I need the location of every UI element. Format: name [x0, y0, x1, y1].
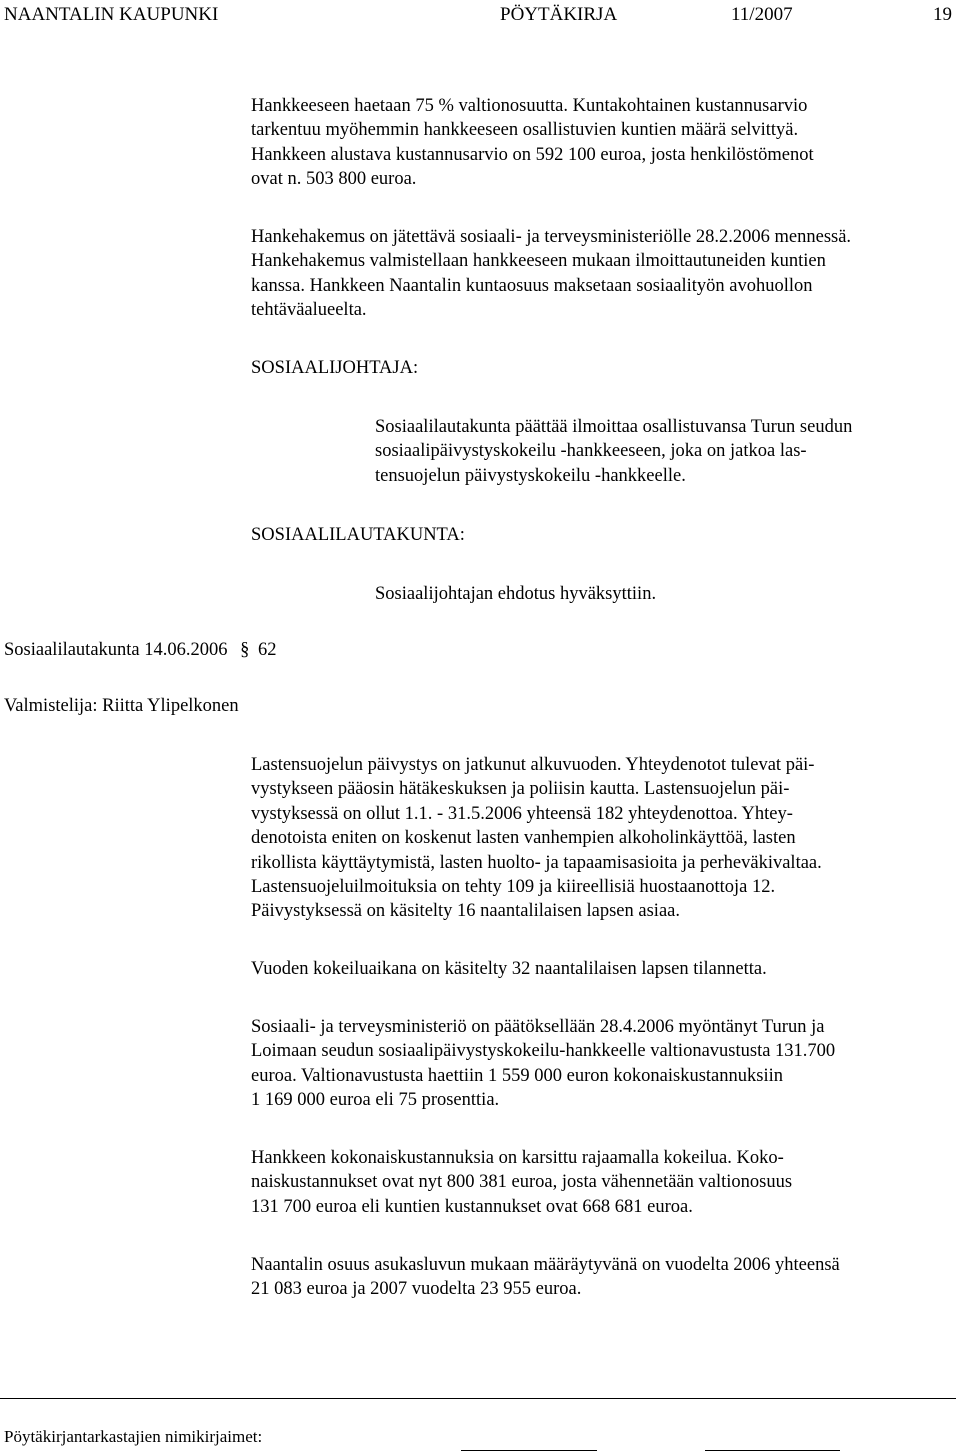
- signature-line: [461, 1450, 597, 1451]
- text-line: tensuojelun päivystyskokeilu -hankkeelle.: [375, 466, 686, 486]
- meeting-body: Sosiaalilautakunta 14.06.2006: [4, 640, 228, 660]
- text-line: Sosiaali- ja terveysministeriö on päätöksellään 28.4.2006 myöntänyt Turun ja: [251, 1017, 825, 1037]
- section-number: 62: [258, 640, 277, 660]
- document-type: PÖYTÄKIRJA: [500, 4, 618, 25]
- minutes-number: 11/2007: [731, 4, 793, 25]
- text-line: Hankkeeseen haetaan 75 % valtionosuutta. Kuntakohtainen kustannusarvio: [251, 96, 808, 116]
- page-number: 19: [933, 4, 952, 25]
- text-line: 131 700 euroa eli kuntien kustannukset ovat 668 681 euroa.: [251, 1197, 693, 1217]
- text-line: vystykseen pääosin hätäkeskuksen ja poliisin kautta. Lastensuojelun päi-: [251, 779, 790, 799]
- text-line: tarkentuu myöhemmin hankkeeseen osallistuvien kuntien määrä selvittyä.: [251, 120, 799, 140]
- text-line: Naantalin osuus asukasluvun mukaan määräytyvänä on vuodelta 2006 yhteensä: [251, 1255, 840, 1275]
- municipality-name: NAANTALIN KAUPUNKI: [4, 4, 219, 25]
- text-line: Hankkeen kokonaiskustannuksia on karsittu rajaamalla kokeilua. Koko-: [251, 1148, 784, 1168]
- text-line: ovat n. 503 800 euroa.: [251, 169, 417, 189]
- text-line: Lastensuojeluilmoituksia on tehty 109 ja kiireellisiä huostaanottoja 12.: [251, 877, 776, 897]
- text-line: Hankkeen alustava kustannusarvio on 592 100 euroa, josta henkilöstömenot: [251, 145, 814, 165]
- signature-line: [705, 1450, 840, 1451]
- board-heading: SOSIAALILAUTAKUNTA:: [251, 525, 465, 545]
- text-line: kanssa. Hankkeen Naantalin kuntaosuus maksetaan sosiaalityön avohuollon: [251, 276, 813, 296]
- text-line: 21 083 euroa ja 2007 vuodelta 23 955 euroa.: [251, 1279, 582, 1299]
- paragraph-trial: Vuoden kokeiluaikana on käsitelty 32 naantalilaisen lapsen tilannetta.: [251, 959, 767, 979]
- text-line: Hankehakemus on jätettävä sosiaali- ja terveysministeriölle 28.2.2006 mennessä.: [251, 227, 852, 247]
- text-line: naiskustannukset ovat nyt 800 381 euroa, josta vähennetään valtionosuus: [251, 1172, 793, 1192]
- text-line: rikollista käyttäytymistä, lasten huolto- ja tapaamisasioita ja perheväkivaltaa.: [251, 853, 822, 873]
- meeting-reference: [4, 638, 277, 662]
- text-line: Sosiaalilautakunta päättää ilmoittaa osallistuvansa Turun seudun: [375, 417, 853, 437]
- footer-divider: [0, 1398, 956, 1399]
- text-line: Loimaan seudun sosiaalipäivystyskokeilu-hankkeelle valtionavustusta 131.700: [251, 1041, 836, 1061]
- text-line: vystyksessä on ollut 1.1. - 31.5.2006 yhteensä 182 yhteydenottoa. Yhtey-: [251, 804, 793, 824]
- board-decision: Sosiaalijohtajan ehdotus hyväksyttiin.: [375, 584, 657, 604]
- text-line: 1 169 000 euroa eli 75 prosenttia.: [251, 1090, 500, 1110]
- section-mark: §: [240, 640, 250, 660]
- page-header: [4, 4, 952, 30]
- text-line: tehtäväalueelta.: [251, 300, 367, 320]
- director-heading: SOSIAALIJOHTAJA:: [251, 358, 419, 378]
- text-line: Lastensuojelun päivystys on jatkunut alkuvuoden. Yhteydenotot tulevat päi-: [251, 755, 815, 775]
- text-line: euroa. Valtionavustusta haettiin 1 559 000 euron kokonaiskustannuksiin: [251, 1066, 783, 1086]
- text-line: denotoista eniten on koskenut lasten vanhempien alkoholinkäyttöä, lasten: [251, 828, 796, 848]
- signatures-label: Pöytäkirjantarkastajien nimikirjaimet:: [4, 1427, 263, 1446]
- text-line: sosiaalipäivystyskokeilu -hankkeeseen, joka on jatkoa las-: [375, 441, 807, 461]
- text-line: Päivystyksessä on käsitelty 16 naantalilaisen lapsen asiaa.: [251, 901, 680, 921]
- preparer: Valmistelija: Riitta Ylipelkonen: [4, 696, 239, 716]
- text-line: Hankehakemus valmistellaan hankkeeseen mukaan ilmoittautuneiden kuntien: [251, 251, 826, 271]
